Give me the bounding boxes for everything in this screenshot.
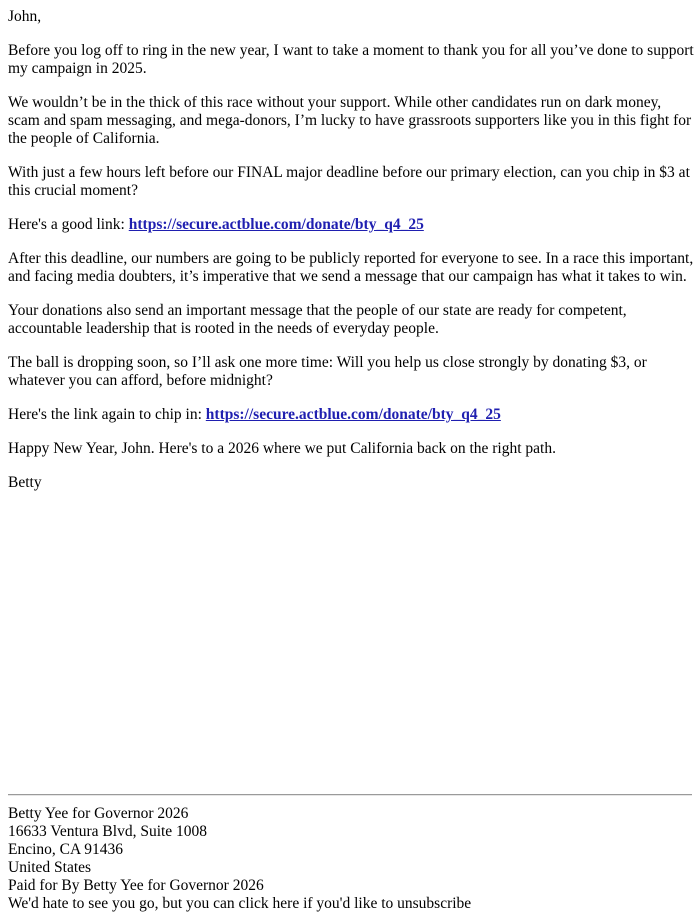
unsubscribe-link[interactable]: We'd hate to see you go, but you can click here if you'd like to unsubscribe: [8, 895, 472, 912]
footer-address-line-2: Encino, CA 91436: [8, 841, 123, 858]
paragraph-reporting: After this deadline, our numbers are going to be publicly reported for everyone to see. In a race this important, and facing media doubters, it’s imperative that we send a message that our campaign has what it takes to win.: [8, 250, 694, 285]
paragraph-support: We wouldn’t be in the thick of this race without your support. While other candidates run on dark money, scam and spam messaging, and mega-donors, I’m lucky to have grassroots supporters like you in this fight for the people of California.: [8, 94, 692, 147]
email-body: [8, 8, 694, 492]
footer-divider: [8, 794, 692, 796]
paragraph-deadline-ask: With just a few hours left before our FINAL major deadline before our primary election, can you chip in $3 at this crucial moment?: [8, 164, 690, 199]
footer-paid-for: Paid for By Betty Yee for Governor 2026: [8, 877, 264, 894]
donate-link-line-2: [8, 406, 694, 424]
paragraph-leadership: Your donations also send an important message that the people of our state are ready for competent, accountable leadership that is rooted in the needs of everyday people.: [8, 302, 627, 337]
donate-link-prefix-1: Here's a good link:: [8, 216, 129, 233]
footer-org-name: Betty Yee for Governor 2026: [8, 805, 189, 822]
signature: Betty: [8, 474, 42, 491]
donate-link-2[interactable]: https://secure.actblue.com/donate/bty_q4_25: [205, 406, 501, 423]
donate-link-prefix-2: Here's the link again to chip in:: [8, 406, 206, 423]
paragraph-ball-dropping: The ball is dropping soon, so I’ll ask one more time: Will you help us close strongly by donating $3, or whatever you can afford, before midnight?: [8, 354, 647, 389]
paragraph-thank-you: Before you log off to ring in the new year, I want to take a moment to thank you for all you’ve done to support my campaign in 2025.: [8, 42, 694, 77]
donate-link-1[interactable]: https://secure.actblue.com/donate/bty_q4_25: [128, 216, 424, 233]
email-footer: [8, 794, 692, 913]
footer-country: United States: [8, 859, 92, 876]
greeting: John,: [8, 8, 42, 25]
footer-address-line-1: 16633 Ventura Blvd, Suite 1008: [8, 823, 208, 840]
closing-line: Happy New Year, John. Here's to a 2026 where we put California back on the right path.: [8, 440, 556, 457]
donate-link-line-1: [8, 216, 694, 234]
